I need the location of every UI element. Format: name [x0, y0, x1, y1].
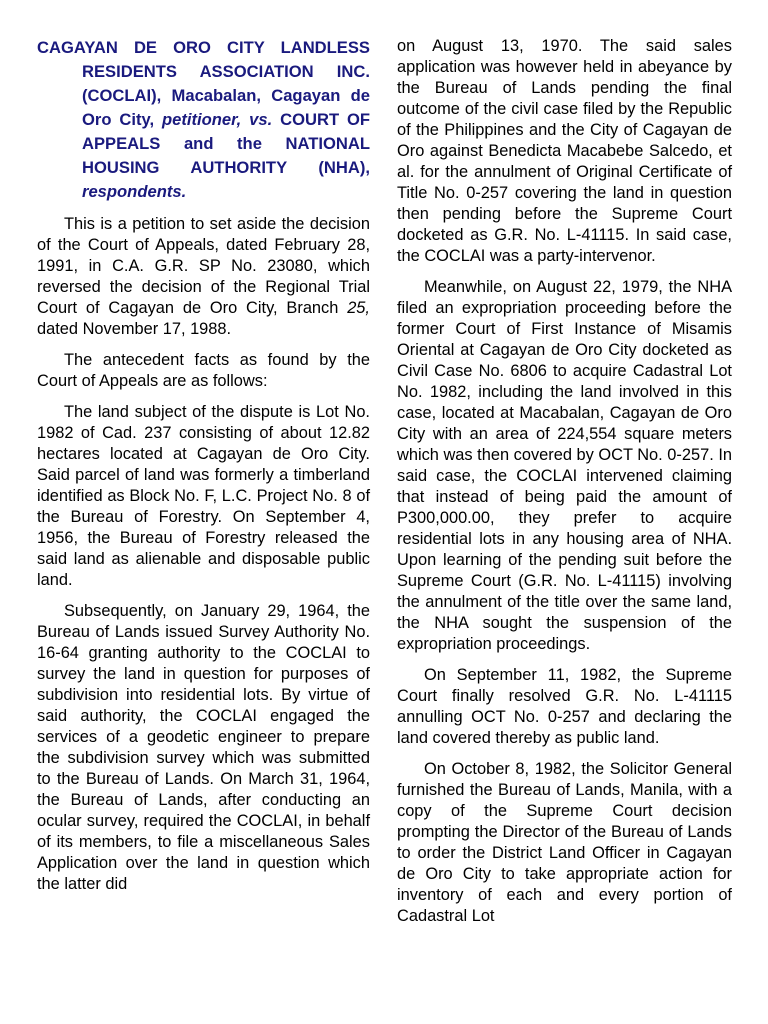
respondent-abbrev: (NHA), [318, 158, 370, 177]
paragraph: Subsequently, on January 29, 1964, the Bureau of Lands issued Survey Authority No. 16-64 granting authority to the COCLAI to survey the land in question for purposes of subdivision into residential lots. By virtue of said authority, the COCLAI engaged the services of a geodetic engineer to prepare the subdivision survey which was submitted to the Bureau of Lands. On March 31, 1964, the Bureau of Lands, after conducting an ocular survey, required the COCLAI, in behalf of its members, to file a miscellaneous Sales Application over the land in question which the latter did [37, 602, 370, 893]
respondent-role: respondents. [82, 182, 187, 201]
paragraph: The antecedent facts as found by the Court of Appeals are as follows: [37, 351, 370, 390]
left-column [37, 36, 370, 905]
paragraph: Meanwhile, on August 22, 1979, the NHA filed an expropriation proceeding before the former Court of First Instance of Misamis Oriental at Cagayan de Oro City docketed as Civil Case No. 6806 to acquire Cadastral Lot No. 1982, including the land involved in this case, located at Macabalan, Cagayan de Oro City with an area of 224,554 square meters which was then covered by OCT No. 0-257. In said case, the COCLAI intervened claiming that instead of being paid the amount of P300,000.00, they prefer to acquire residential lots in any housing area of NHA. Upon learning of the pending suit before the Supreme Court (G.R. No. L-41115) involving the annulment of the title over the same land, the NHA sought the suspension of the expropriation proceedings. [397, 278, 732, 653]
respondent-name: COURT OF APPEALS and the NATIONAL HOUSING AUTHORITY [82, 110, 370, 177]
paragraph: The land subject of the dispute is Lot No. 1982 of Cad. 237 consisting of about 12.82 hectares located at Cagayan de Oro City. Said parcel of land was formerly a timberland identified as Block No. F, L.C. Project No. 8 of the Bureau of Forestry. On September 4, 1956, the Bureau of Forestry released the said land as alienable and disposable public land. [37, 403, 370, 589]
petitioner-role: petitioner, [161, 110, 242, 129]
branch-number: 25, [347, 299, 370, 317]
paragraph-text: This is a petition to set aside the decision of the Court of Appeals, dated February 28, 1991, in C.A. G.R. SP No. 23080, which reversed the decision of the Regional Trial Court of Cagayan de Oro City, Branch [37, 215, 370, 317]
right-column [397, 36, 732, 937]
versus-label: vs. [249, 110, 273, 129]
paragraph: on August 13, 1970. The said sales application was however held in abeyance by the Bureau of Lands pending the final outcome of the civil case filed by the Republic of the Philippines and the City of Cagayan de Oro against Benedicta Macabebe Salcedo, et al. for the annulment of Original Certificate of Title No. 0-257 covering the land in question then pending before the Supreme Court docketed as G.R. No. L-41115. In said case, the COCLAI was a party-intervenor. [397, 37, 732, 265]
petitioner-name: CAGAYAN DE ORO CITY LANDLESS RESIDENTS ASSOCIATION INC. (COCLAI), Macabalan, Cagayan de Oro City, [37, 38, 370, 129]
paragraph: On September 11, 1982, the Supreme Court finally resolved G.R. No. L-41115 annulling OCT No. 0-257 and declaring the land covered thereby as public land. [397, 666, 732, 747]
paragraph-text: dated November 17, 1988. [37, 320, 232, 338]
case-caption [37, 36, 370, 204]
paragraph [37, 214, 370, 340]
paragraph: On October 8, 1982, the Solicitor General furnished the Bureau of Lands, Manila, with a copy of the Supreme Court decision prompting the Director of the Bureau of Lands to order the District Land Officer in Cagayan de Oro City to take appropriate action for inventory of each and every portion of Cadastral Lot [397, 760, 732, 925]
